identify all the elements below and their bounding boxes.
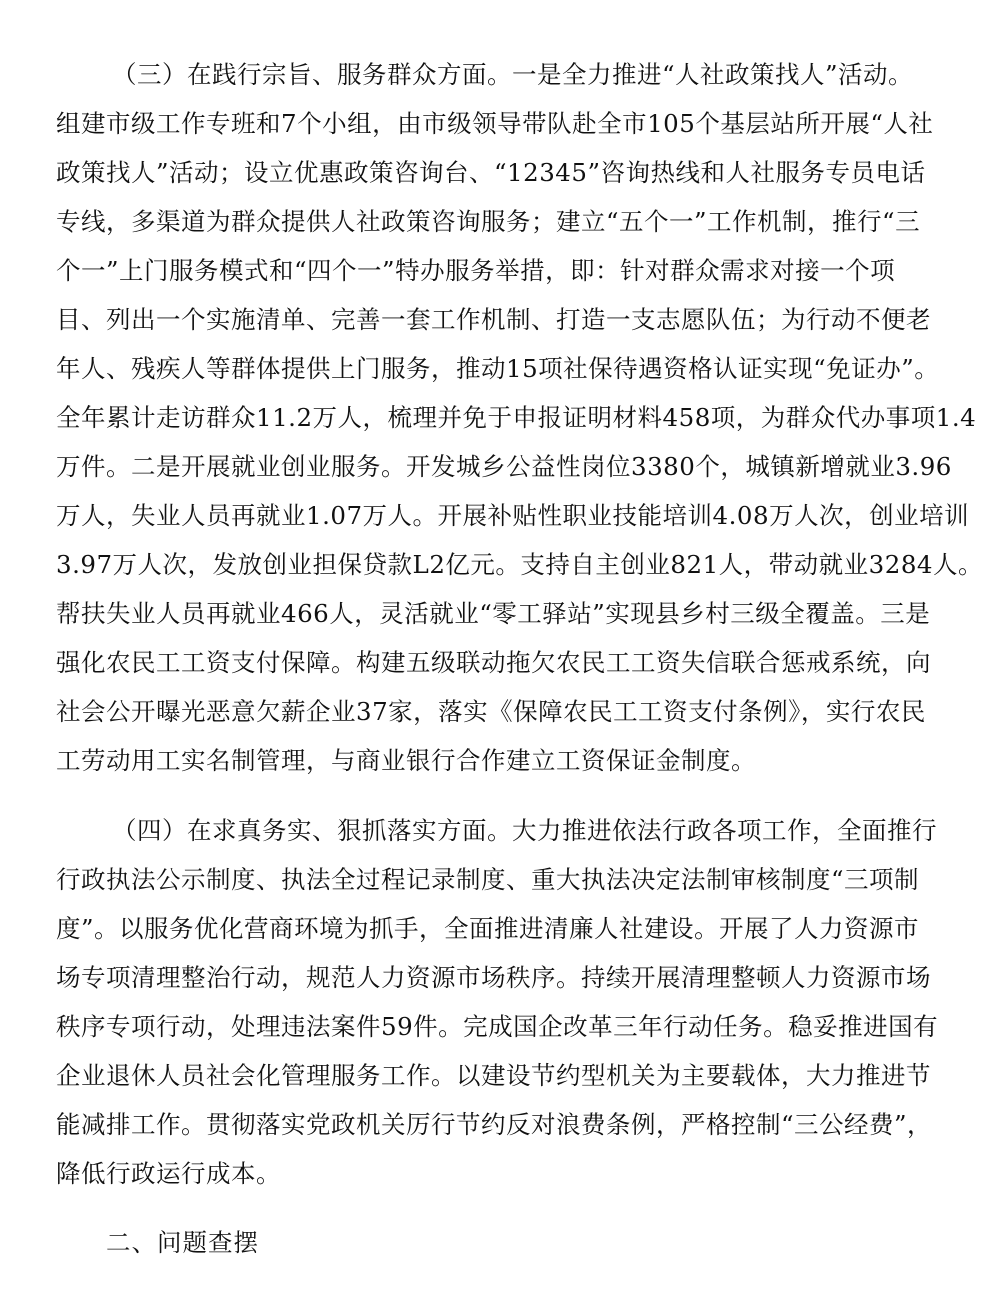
paragraph-line: 万人，失业人员再就业1.07万人。开展补贴性职业技能培训4.08万人次，创业培训 <box>56 501 970 530</box>
paragraph-line: 社会公开曝光恶意欠薪企业37家，落实《保障农民工工资支付条例》，实行农民 <box>56 697 926 726</box>
paragraph-line: 企业退休人员社会化管理服务工作。以建设节约型机关为主要载体，大力推进节 <box>56 1061 931 1090</box>
paragraph-line: 能减排工作。贯彻落实党政机关厉行节约反对浪费条例，严格控制“三公经费”， <box>56 1110 933 1139</box>
paragraph-line: 个一”上门服务模式和“四个一”特办服务举措，即：针对群众需求对接一个项 <box>56 256 896 285</box>
paragraph-line: 年人、残疾人等群体提供上门服务，推动15项社保待遇资格认证实现“免证办”。 <box>56 354 940 383</box>
paragraph-line: 全年累计走访群众11.2万人，梳理并免于申报证明材料458项，为群众代办事项1.4 <box>56 403 977 432</box>
paragraph-line: 场专项清理整治行动，规范人力资源市场秩序。持续开展清理整顿人力资源市场 <box>56 963 931 992</box>
paragraph-line: 政策找人”活动；设立优惠政策咨询台、“12345”咨询热线和人社服务专员电话 <box>56 158 926 187</box>
paragraph-line: 工劳动用工实名制管理，与商业银行合作建立工资保证金制度。 <box>56 746 756 775</box>
paragraph-line: 强化农民工工资支付保障。构建五级联动拖欠农民工工资失信联合惩戒系统，向 <box>56 648 931 677</box>
paragraph-line: （三）在践行宗旨、服务群众方面。一是全力推进“人社政策找人”活动。 <box>112 60 914 89</box>
paragraph-line: 3.97万人次，发放创业担保贷款L2亿元。支持自主创业821人，带动就业3284人。 <box>56 550 983 579</box>
paragraph-line: 秩序专项行动，处理违法案件59件。完成国企改革三年行动任务。稳妥推进国有 <box>56 1012 939 1041</box>
paragraph-line: 降低行政运行成本。 <box>56 1159 281 1188</box>
paragraph-line: （四）在求真务实、狠抓落实方面。大力推进依法行政各项工作，全面推行 <box>112 816 937 845</box>
paragraph-line: 行政执法公示制度、执法全过程记录制度、重大执法决定法制审核制度“三项制 <box>56 865 920 894</box>
section-heading: 二、问题查摆 <box>106 1228 259 1257</box>
paragraph-line: 目、列出一个实施清单、完善一套工作机制、打造一支志愿队伍；为行动不便老 <box>56 305 931 334</box>
paragraph-line: 帮扶失业人员再就业466人，灵活就业“零工驿站”实现县乡村三级全覆盖。三是 <box>56 599 931 628</box>
paragraph-line: 专线，多渠道为群众提供人社政策咨询服务；建立“五个一”工作机制，推行“三 <box>56 207 921 236</box>
paragraph-line: 万件。二是开展就业创业服务。开发城乡公益性岗位3380个，城镇新增就业3.96 <box>56 452 952 481</box>
paragraph-line: 组建市级工作专班和7个小组，由市级领导带队赴全市105个基层站所开展“人社 <box>56 109 934 138</box>
paragraph-line: 度”。以服务优化营商环境为抓手，全面推进清廉人社建设。开展了人力资源市 <box>56 914 920 943</box>
